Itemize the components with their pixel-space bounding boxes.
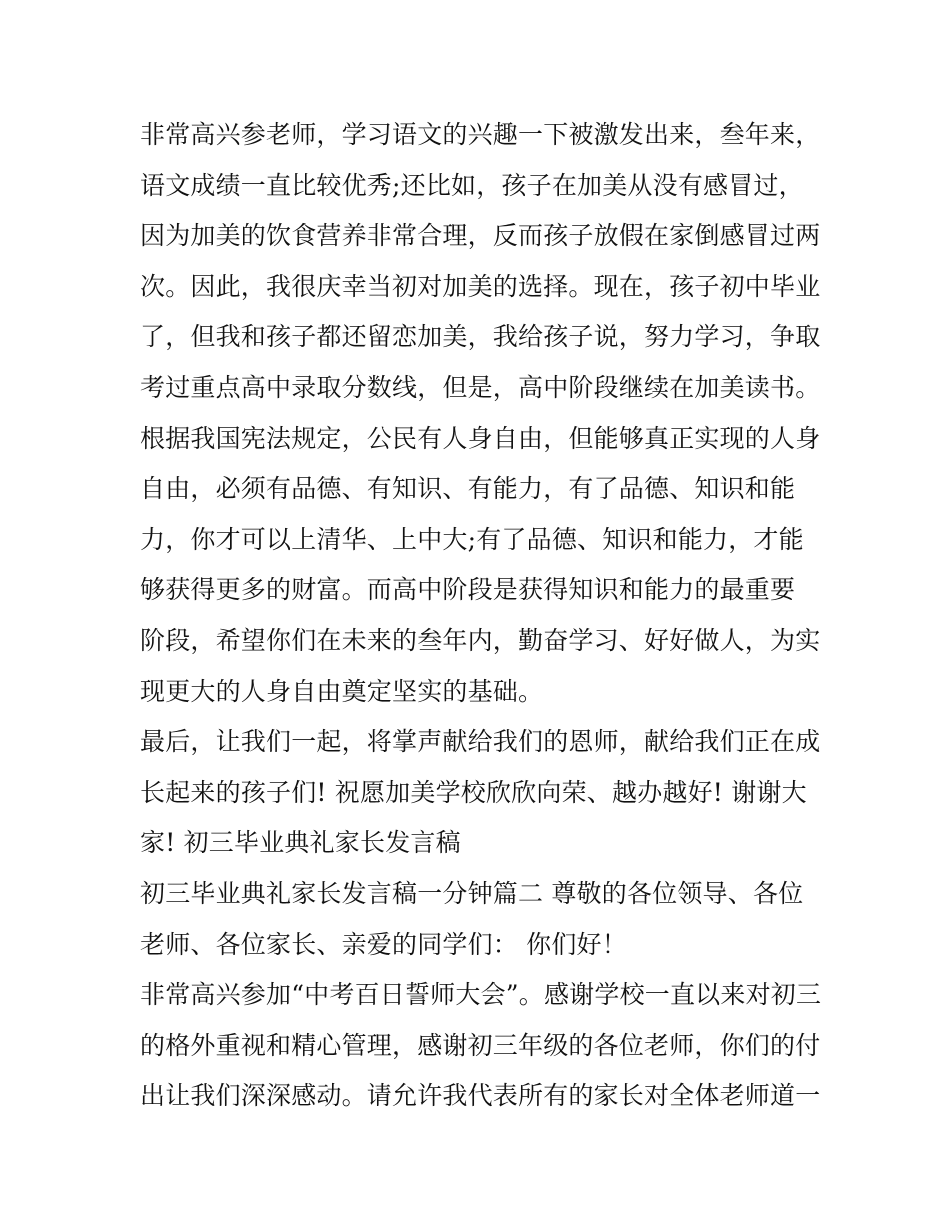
text-line: 现更大的人身自由奠定坚实的基础。 (140, 676, 544, 706)
body-text (140, 110, 820, 1122)
text-line: 够获得更多的财富。而高中阶段是获得知识和能力的最重要 (140, 575, 796, 605)
text-line: 阶段，希望你们在未来的叁年内，勤奋学习、好好做人，为实 (140, 625, 821, 655)
text-line: 的格外重视和精心管理，感谢初三年级的各位老师，你们的付 (140, 1030, 821, 1060)
text-line: 因为加美的饮食营养非常合理，反而孩子放假在家倒感冒过两 (140, 221, 821, 251)
text-line: 家! 初三毕业典礼家长发言稿 (140, 828, 461, 858)
text-line: 长起来的孩子们! 祝愿加美学校欣欣向荣、越办越好! 谢谢大 (140, 777, 807, 807)
text-line: 自由，必须有品德、有知识、有能力，有了品德、知识和能 (140, 474, 796, 504)
text-line: 老师、各位家长、亲爱的同学们： 你们好！ (140, 929, 627, 959)
text-line: 出让我们深深感动。请允许我代表所有的家长对全体老师道一 (140, 1081, 821, 1111)
text-line: 非常高兴参加“中考百日誓师大会”。感谢学校一直以来对初三 (140, 980, 822, 1010)
text-line: 初三毕业典礼家长发言稿一分钟篇二 尊敬的各位领导、各位 (140, 878, 804, 908)
text-line: 考过重点高中录取分数线，但是，高中阶段继续在加美读书。 (140, 372, 821, 402)
text-line: 非常高兴参老师，学习语文的兴趣一下被激发出来，叁年来， (140, 120, 821, 149)
text-line: 根据我国宪法规定，公民有人身自由，但能够真正实现的人身 (140, 423, 821, 453)
text-line: 力，你才可以上清华、上中大;有了品德、知识和能力，才能 (140, 524, 804, 554)
text-line: 了，但我和孩子都还留恋加美，我给孩子说，努力学习，争取 (140, 322, 821, 352)
text-line: 最后，让我们一起，将掌声献给我们的恩师，献给我们正在成 (140, 727, 821, 757)
text-line: 次。因此，我很庆幸当初对加美的选择。现在，孩子初中毕业 (140, 271, 821, 301)
text-line: 语文成绩一直比较优秀;还比如，孩子在加美从没有感冒过， (140, 170, 804, 200)
